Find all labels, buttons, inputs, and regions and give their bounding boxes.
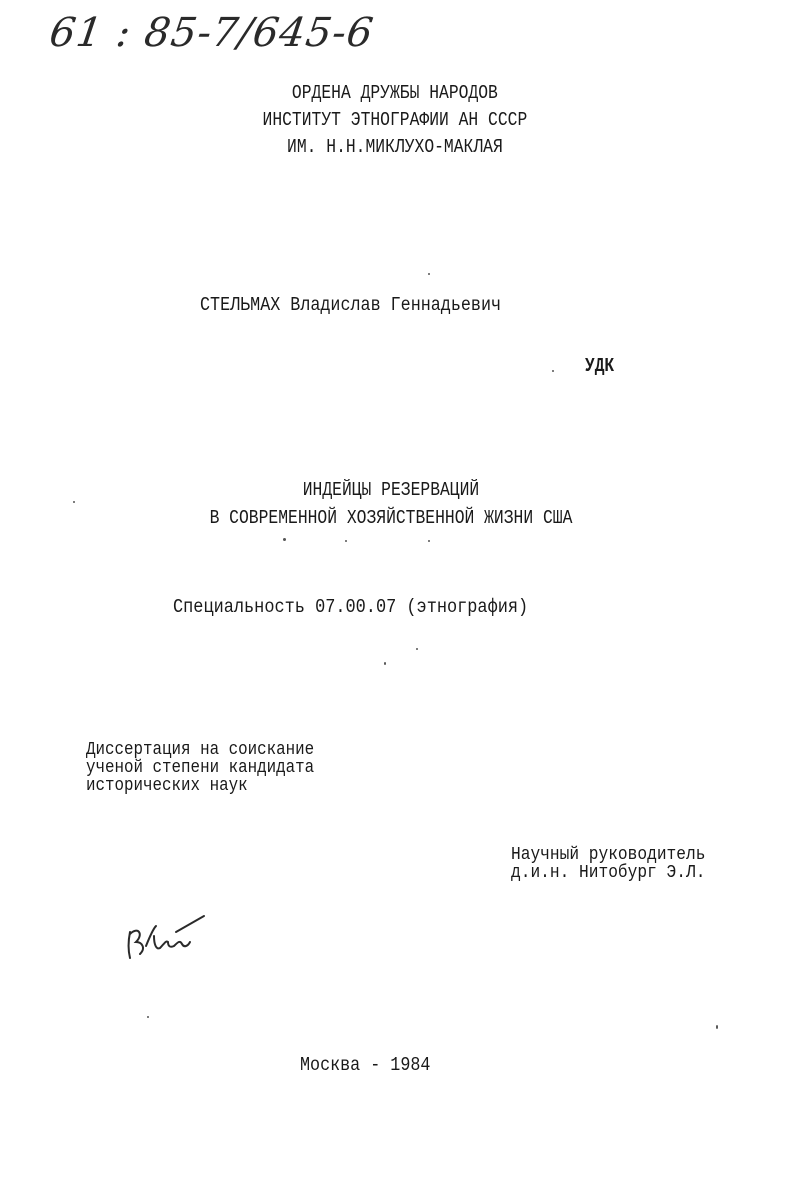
organization-line: ИНСТИТУТ ЭТНОГРАФИИ АН СССР [262, 109, 528, 131]
paper-speck [384, 662, 386, 665]
dissertation-line: исторических наук [86, 776, 248, 796]
paper-speck [147, 1016, 149, 1018]
title-line: ИНДЕЙЦЫ РЕЗЕРВАЦИЙ [302, 479, 480, 501]
specialty-line: Специальность 07.00.07 (этнография) [173, 596, 529, 618]
supervisor-line: д.и.н. Нитобург Э.Л. [511, 863, 706, 883]
paper-speck [345, 540, 347, 542]
organization-line: ОРДЕНА ДРУЖБЫ НАРОДОВ [291, 82, 498, 104]
supervisor-line: Научный руководитель [511, 845, 706, 865]
paper-speck [428, 540, 430, 542]
author-name: СТЕЛЬМАХ Владислав Геннадьевич [200, 294, 502, 316]
dissertation-statement [86, 741, 314, 795]
paper-speck [73, 501, 75, 503]
organization-line: ИМ. Н.Н.МИКЛУХО-МАКЛАЯ [287, 136, 503, 158]
udk-label: УДК [585, 355, 615, 377]
paper-speck [416, 648, 418, 650]
organization-header [53, 80, 736, 161]
city-year: Москва - 1984 [300, 1054, 431, 1076]
paper-speck [552, 370, 554, 372]
dissertation-line: Диссертация на соискание [86, 740, 315, 760]
handwritten-catalog-code: 61 : 85-7/645-6 [46, 10, 377, 56]
dissertation-title [50, 476, 733, 532]
dissertation-line: ученой степени кандидата [86, 758, 315, 778]
supervisor-block [511, 846, 705, 882]
paper-speck [428, 273, 430, 275]
paper-speck [283, 538, 286, 541]
title-line: В СОВРЕМЕННОЙ ХОЗЯЙСТВЕННОЙ ЖИЗНИ США [209, 507, 573, 529]
handwritten-signature [124, 912, 214, 962]
paper-speck [716, 1025, 718, 1029]
